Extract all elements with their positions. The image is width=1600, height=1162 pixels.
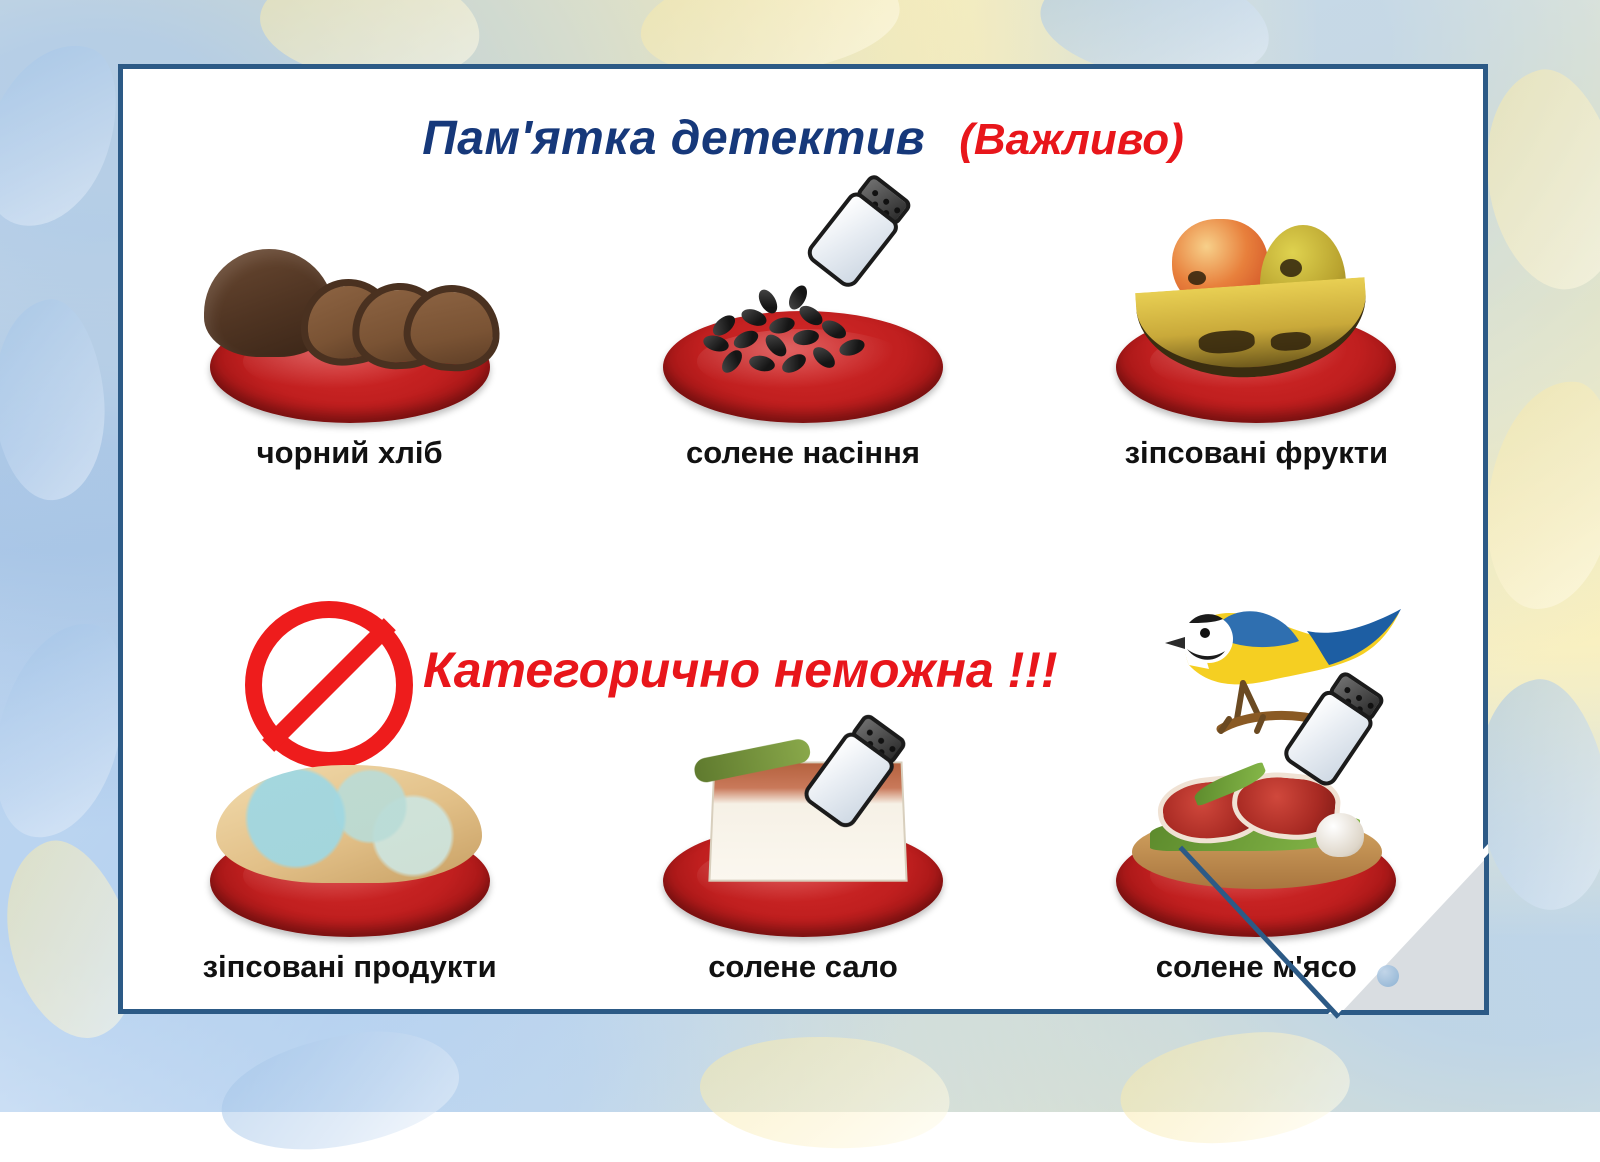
- item-salted-seeds: [593, 179, 1013, 471]
- item-caption: солене насіння: [686, 435, 920, 470]
- salted-seeds-on-plate-icon: [593, 179, 1013, 429]
- decorative-dot: [1377, 965, 1399, 987]
- warning-text: Категорично неможна !!!: [423, 642, 1058, 698]
- spoiled-fruit-on-plate-icon: [1046, 179, 1466, 429]
- title-note-text: (Важливо): [959, 115, 1184, 164]
- garlic-shape: [1316, 813, 1364, 857]
- item-caption: чорний хліб: [256, 435, 443, 470]
- item-dark-bread: [140, 179, 560, 471]
- rot-spot: [1188, 271, 1206, 285]
- poster-card: [118, 64, 1488, 1014]
- item-spoiled-fruit: [1046, 179, 1466, 471]
- item-spoiled-products: [140, 693, 560, 985]
- item-salted-lard: [593, 693, 1013, 985]
- floral-border-decoration: [214, 1020, 467, 1162]
- page-title: [123, 111, 1483, 166]
- salted-lard-on-plate-icon: [593, 693, 1013, 943]
- mouldy-bread-on-plate-icon: [140, 693, 560, 943]
- rot-spot: [1198, 329, 1255, 355]
- forbidden-food-grid: [123, 179, 1483, 985]
- item-caption: солене м'ясо: [1155, 949, 1357, 984]
- floral-border-decoration: [695, 1023, 955, 1161]
- mouldy-bread-shape: [216, 765, 482, 883]
- floral-border-decoration: [0, 26, 136, 244]
- item-caption: зіпсовані продукти: [202, 949, 497, 984]
- floral-border-decoration: [1117, 1026, 1354, 1150]
- title-main-text: Пам'ятка детектив: [422, 112, 926, 165]
- plate-shape: [663, 311, 943, 423]
- item-caption: солене сало: [708, 949, 898, 984]
- salt-shaker-icon: [802, 170, 919, 295]
- floral-border-decoration: [1477, 374, 1600, 616]
- herb-sprig-shape: [693, 737, 813, 784]
- rot-spot: [1280, 259, 1302, 277]
- grid-row-1: [123, 179, 1483, 471]
- grid-row-2: [123, 693, 1483, 985]
- floral-border-decoration: [0, 295, 114, 505]
- item-caption: зіпсовані фрукти: [1124, 435, 1389, 470]
- dark-bread-on-plate-icon: [140, 179, 560, 429]
- rot-spot: [1271, 331, 1312, 352]
- salted-meat-on-plate-icon: [1046, 693, 1466, 943]
